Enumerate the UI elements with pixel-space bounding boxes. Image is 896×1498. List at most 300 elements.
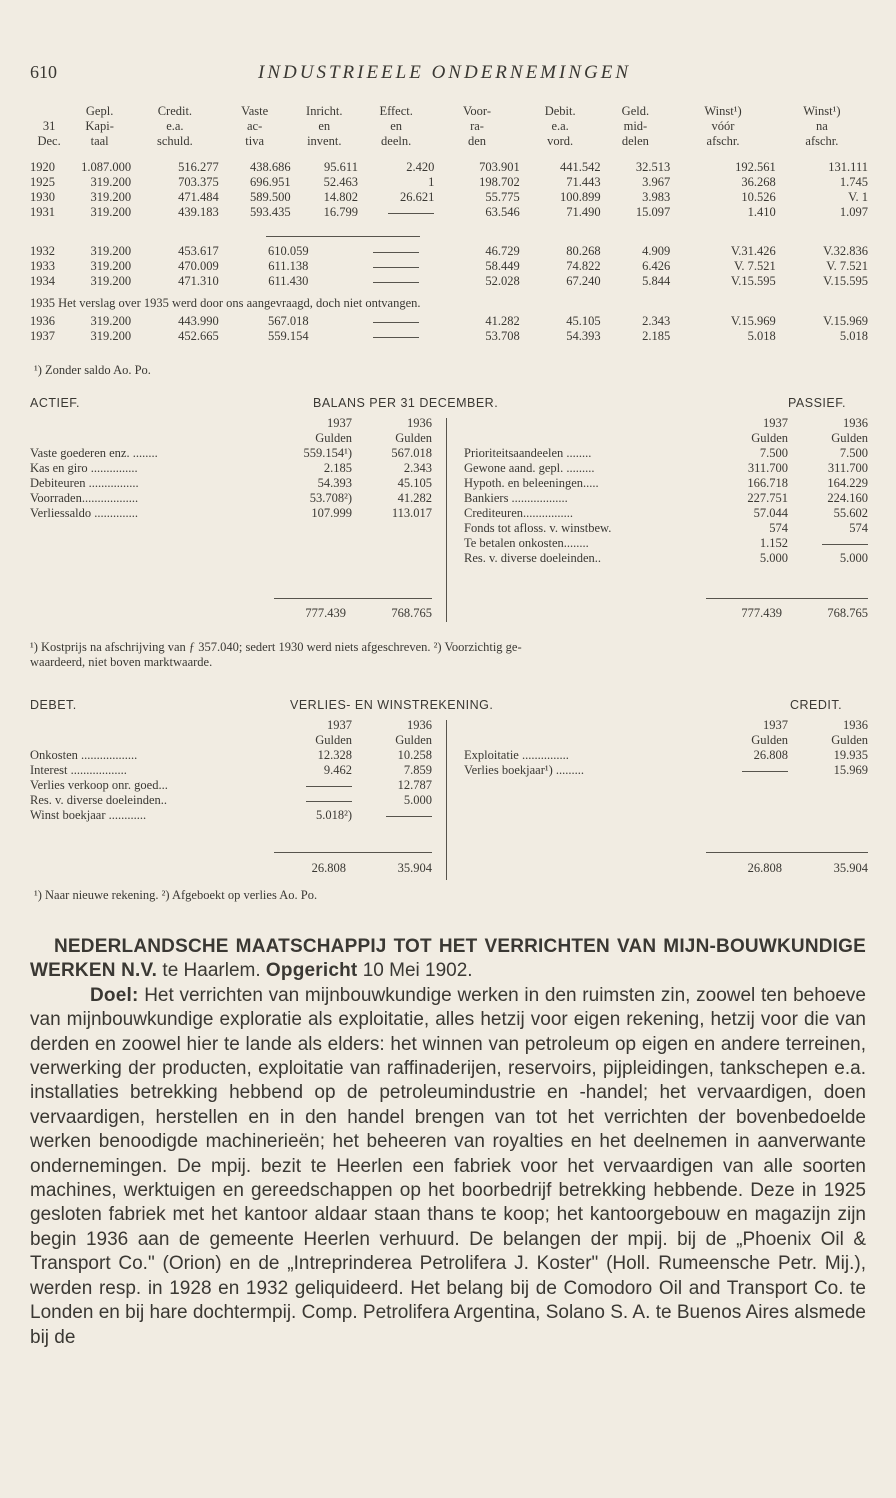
account-row	[464, 536, 868, 551]
account-value-1937: 166.718	[747, 476, 788, 490]
stats-cell: 1932	[30, 244, 55, 258]
stats-header-row	[30, 104, 868, 119]
credit-label: CREDIT.	[790, 698, 843, 712]
stats-col-head: ac-	[247, 119, 263, 133]
account-head-blank	[464, 416, 712, 431]
company-name: NEDERLANDSCHE MAATSCHAPPIJ TOT HET VERRICHTEN VAN MIJN-BOUWKUNDIGE WERKEN N.V.	[30, 936, 866, 982]
account-row	[464, 748, 868, 763]
stats-col-head: 31	[42, 119, 56, 133]
page-header	[30, 62, 880, 88]
stats-col-head: en	[390, 119, 403, 133]
account-header-row	[464, 416, 868, 431]
balans-footnote-1: ¹) Kostprijs na afschrijving van ƒ 357.040; sedert 1930 werd niets afgeschreven. ²) Voorzichtig ge-	[30, 640, 522, 654]
stats-col-head: na	[815, 119, 828, 133]
vw-title: VERLIES- EN WINSTREKENING.	[290, 698, 494, 712]
stats-cell: V.31.426	[730, 244, 776, 258]
stats-cell: 52.463	[323, 175, 358, 189]
stats-cell: 5.018	[747, 329, 776, 343]
account-head-blank	[464, 733, 712, 748]
account-header-row	[30, 718, 432, 733]
stats-col-head: Credit.	[157, 104, 193, 118]
account-value-1936	[352, 808, 432, 823]
account-value-1936: 224.160	[827, 491, 868, 505]
stats-col-head: Gepl.	[85, 104, 114, 118]
stats-col-head: Inricht.	[306, 104, 343, 118]
company-heading	[30, 935, 866, 984]
debet-total-rule	[274, 852, 432, 853]
passief-total-rule	[706, 598, 868, 599]
dash-mark	[386, 816, 432, 817]
account-value-1936	[788, 536, 868, 551]
account-head: Gulden	[315, 733, 352, 747]
account-label: Fonds tot afloss. v. winstbew.	[464, 521, 612, 535]
account-row	[30, 506, 432, 521]
account-value-1937: 53.708²)	[309, 491, 352, 505]
stats-cell: 1933	[30, 259, 55, 273]
account-label: Verliessaldo ..............	[30, 506, 138, 520]
stats-col-head: afschr.	[805, 134, 839, 148]
credit-total-rule	[706, 852, 868, 853]
company-entry	[30, 935, 866, 1350]
account-value-1936: 55.602	[833, 506, 868, 520]
stats-cell: 2.343	[642, 314, 671, 328]
account-header-row	[464, 733, 868, 748]
account-value-1936: 567.018	[391, 446, 432, 460]
account-head: 1937	[763, 718, 788, 732]
stats-cell: 41.282	[485, 314, 520, 328]
account-row	[464, 506, 868, 521]
running-title: INDUSTRIEELE ONDERNEMINGEN	[258, 62, 632, 83]
account-value-1936: 113.017	[391, 506, 432, 520]
stats-cell: V.32.836	[823, 244, 868, 258]
stats-cell: 2.185	[642, 329, 671, 343]
account-head-blank	[464, 431, 712, 446]
stats-cell: 45.105	[566, 314, 601, 328]
stats-cell: 441.542	[559, 160, 601, 174]
account-label: Verlies boekjaar¹) .........	[464, 763, 585, 777]
account-label: Bankiers ..................	[464, 491, 568, 505]
stats-cell: V.15.969	[730, 314, 776, 328]
stats-cell: 567.018	[268, 314, 309, 328]
stats-cell: 71.443	[566, 175, 601, 189]
account-label: Te betalen onkosten........	[464, 536, 589, 550]
account-head-blank	[30, 718, 276, 733]
debet-table	[30, 718, 432, 823]
account-row	[464, 551, 868, 566]
stats-col-head: e.a.	[551, 119, 569, 133]
stats-cell: 319.200	[90, 329, 132, 343]
debet-total-1937: 26.808	[311, 861, 346, 875]
stats-cell: 439.183	[178, 205, 219, 219]
stats-cell: 53.708	[485, 329, 520, 343]
dash-mark	[388, 213, 434, 214]
credit-total-1937: 26.808	[747, 861, 782, 875]
stats-cell: 55.775	[485, 190, 520, 204]
stats-col-head: mid-	[623, 119, 648, 133]
stats-col-head: vord.	[547, 134, 574, 148]
stats-cell: 1936	[30, 314, 55, 328]
doel-text: Het verrichten van mijnbouwkundige werken in den ruimsten zin, zoowel ten behoeve van mijnbouwkundige exploratie als exploitatie, alles hetzij voor eigen rekening, hetzij voor die van derden en zoowel hier te lande als elders: het winnen van petroleum op eigen en andere terreinen, verwerking der producten, exploitatie van raffinaderijen, reservoirs, pijpleidingen, tankschepen e.a. installaties betrekking hebbend op de petroleumindustrie en -handel; het vervaardigen, doen vervaardigen, herstellen en in den handel brengen van tot het verrichten der bovenbedoelde werken benoodigde machinerieën; het beheeren van royalties en het deelnemen in aanverwante ondernemingen. De mpij. bezit te Heerlen een fabriek voor het vervaardigen van alle soorten machines, werktuigen en gereedschappen op het boorbedrijf betrekking hebbende. Deze in 1925 gesloten fabriek met het kantoor aldaar staan thans te koop; het kantoorgebouw en magazijn zijn begin 1936 aan de gemeente Heerlen verhuurd. De belangen der mpij. bij de „Phoenix Oil & Transport Co." (Orion) en de „Intreprinderea Petrolifera J. Koster" (Holl. Rumeensche Petr. Mij.), werden resp. in 1928 en 1932 geliquideerd. Het belang bij de Comodoro Oil and Transport Co. te Londen en bij hare dochtermpij. Comp. Petrolifera Argentina, Solano S. A. te Buenos Aires alsmede bij de	[30, 984, 866, 1348]
account-head: 1936	[407, 416, 432, 430]
stats-col-head: taal	[90, 134, 109, 148]
passief-label: PASSIEF.	[788, 396, 846, 410]
stats-cell: 1.410	[747, 205, 776, 219]
account-value-1937: 559.154¹)	[303, 446, 352, 460]
account-row	[464, 461, 868, 476]
stats-cell: 3.967	[642, 175, 671, 189]
dash-mark	[306, 786, 352, 787]
account-header-row	[464, 431, 868, 446]
stats-cell	[358, 205, 434, 220]
account-value-1937: 9.462	[323, 763, 352, 777]
stats-cell: 15.097	[635, 205, 671, 219]
stats-row	[30, 259, 868, 274]
passief-total-1936: 768.765	[827, 606, 868, 620]
account-head: 1936	[843, 718, 868, 732]
stats-row	[30, 175, 868, 190]
account-label: Voorraden..................	[30, 491, 139, 505]
stats-cell: V.15.595	[730, 274, 776, 288]
stats-header-row	[30, 119, 868, 134]
account-value-1937: 12.328	[317, 748, 352, 762]
stats-col-head: Voor-	[463, 104, 492, 118]
stats-row	[30, 274, 868, 289]
account-label: Interest ..................	[30, 763, 127, 777]
stats-cell: 703.375	[178, 175, 219, 189]
stats-col-head: delen	[621, 134, 649, 148]
debet-total-1936: 35.904	[397, 861, 432, 875]
stats-cell	[358, 259, 434, 274]
company-location: te Haarlem.	[157, 960, 266, 982]
stats-cell: 3.983	[642, 190, 671, 204]
stats-col-head: invent.	[307, 134, 342, 148]
stats-cell: V. 1	[848, 190, 868, 204]
stats-col-head: Kapi-	[85, 119, 114, 133]
stats-cell: 471.310	[178, 274, 219, 288]
stats-cell: 71.490	[566, 205, 601, 219]
stats-col-head: Debit.	[544, 104, 576, 118]
stats-cell: V.15.969	[823, 314, 868, 328]
stats-cell: 63.546	[485, 205, 520, 219]
stats-cell: 1.087.000	[81, 160, 132, 174]
stats-cell: 610.059	[268, 244, 309, 258]
stats-row	[30, 314, 868, 329]
stats-cell: 471.484	[178, 190, 219, 204]
stats-cell: 319.200	[90, 274, 132, 288]
stats-cell: 319.200	[90, 205, 132, 219]
account-head: 1937	[327, 718, 352, 732]
stats-cell: 1931	[30, 205, 55, 219]
stats-col-head	[30, 104, 68, 119]
dash-mark	[373, 282, 419, 283]
dash-mark	[373, 267, 419, 268]
account-value-1936: 574	[849, 521, 868, 535]
account-head: Gulden	[831, 431, 868, 445]
stats-cell: 1934	[30, 274, 55, 288]
stats-cell	[358, 274, 434, 289]
account-head: Gulden	[315, 431, 352, 445]
debet-label: DEBET.	[30, 698, 77, 712]
account-header-row	[464, 718, 868, 733]
page-number: 610	[30, 62, 57, 82]
dash-mark	[373, 252, 419, 253]
stats-cell: 74.822	[566, 259, 601, 273]
stats-cell: 100.899	[559, 190, 601, 204]
stats-cell: 32.513	[635, 160, 671, 174]
account-label: Exploitatie ...............	[464, 748, 569, 762]
stats-cell	[358, 329, 434, 344]
account-row	[30, 446, 432, 461]
account-row	[30, 461, 432, 476]
stats-cell: 192.561	[735, 160, 776, 174]
stats-cell: 453.617	[178, 244, 219, 258]
stats-cell: 4.909	[642, 244, 671, 258]
account-row	[30, 778, 432, 793]
founded-date: 10 Mei 1902.	[357, 960, 473, 982]
stats-col-head: Dec.	[37, 134, 61, 148]
account-value-1936: 19.935	[833, 748, 868, 762]
account-label: Res. v. diverse doeleinden..	[30, 793, 167, 807]
stats-col-head: Geld.	[621, 104, 650, 118]
passief-table	[464, 416, 868, 566]
account-value-1936: 164.229	[827, 476, 868, 490]
account-value-1937: 5.018²)	[315, 808, 352, 822]
stats-cell: 1920	[30, 160, 55, 174]
balans-divider	[446, 418, 447, 622]
account-row	[464, 521, 868, 536]
account-value-1937	[276, 778, 352, 793]
account-value-1936: 45.105	[397, 476, 432, 490]
stats-cell: 319.200	[90, 175, 132, 189]
dash-mark	[742, 771, 788, 772]
stats-cell: 54.393	[566, 329, 601, 343]
account-header-row	[30, 431, 432, 446]
account-head-blank	[30, 431, 276, 446]
account-head: 1936	[843, 416, 868, 430]
account-head: Gulden	[751, 733, 788, 747]
stats-cell: 319.200	[90, 190, 132, 204]
account-label: Verlies verkoop onr. goed...	[30, 778, 168, 792]
stats-header-row	[30, 134, 868, 149]
stats-cell: V. 7.521	[734, 259, 776, 273]
stats-cell: 26.621	[399, 190, 435, 204]
stats-col-head: afschr.	[706, 134, 740, 148]
account-value-1937: 2.185	[323, 461, 352, 475]
stats-cell: 1.097	[839, 205, 868, 219]
stats-cell: 593.435	[249, 205, 291, 219]
account-label: Prioriteitsaandeelen ........	[464, 446, 592, 460]
actief-total-rule	[274, 598, 432, 599]
account-value-1936: 15.969	[833, 763, 868, 777]
dash-mark	[822, 544, 868, 545]
stats-rows-c	[30, 314, 868, 344]
balans-title: BALANS PER 31 DECEMBER.	[313, 396, 499, 410]
stats-cell: 319.200	[90, 259, 132, 273]
stats-col-head: Winst¹)	[803, 104, 841, 118]
stats-row	[30, 329, 868, 344]
stats-col-head: vóór	[711, 119, 735, 133]
stats-cell: 52.028	[485, 274, 520, 288]
stats-col-head: Effect.	[379, 104, 413, 118]
account-label: Vaste goederen enz. ........	[30, 446, 158, 460]
doel-label: Doel:	[90, 984, 139, 1006]
stats-cell: 10.526	[741, 190, 776, 204]
account-head: Gulden	[751, 431, 788, 445]
account-value-1937: 7.500	[759, 446, 788, 460]
stats-rows-b	[30, 244, 868, 289]
credit-total-1936: 35.904	[833, 861, 868, 875]
stats-cell: 5.018	[839, 329, 868, 343]
stats-cell: 6.426	[642, 259, 671, 273]
account-value-1937: 26.808	[753, 748, 788, 762]
account-value-1936: 10.258	[397, 748, 432, 762]
stats-cell: 95.611	[324, 160, 358, 174]
credit-table	[464, 718, 868, 778]
account-value-1937: 1.152	[759, 536, 788, 550]
stats-row	[30, 160, 868, 175]
stats-footnote: ¹) Zonder saldo Ao. Po.	[34, 363, 151, 377]
actief-label: ACTIEF.	[30, 396, 81, 410]
stats-col-head: schuld.	[157, 134, 193, 148]
passief-total-1937: 777.439	[741, 606, 782, 620]
account-head-blank	[464, 718, 712, 733]
account-label: Winst boekjaar ............	[30, 808, 147, 822]
stats-col-head: ra-	[470, 119, 484, 133]
account-value-1937: 57.044	[753, 506, 788, 520]
account-value-1937	[712, 763, 788, 778]
stats-col-head: deeln.	[381, 134, 412, 148]
stats-cell: 611.430	[268, 274, 309, 288]
stats-cell: 5.844	[642, 274, 671, 288]
stats-col-head: Vaste	[241, 104, 269, 118]
stats-cell: 443.990	[178, 314, 219, 328]
stats-col-head: den	[467, 134, 487, 148]
stats-cell	[358, 244, 434, 259]
stats-cell: 131.111	[828, 160, 868, 174]
account-row	[464, 476, 868, 491]
account-label: Res. v. diverse doeleinden..	[464, 551, 601, 565]
account-value-1936: 2.343	[403, 461, 432, 475]
stats-rows-a	[30, 160, 868, 220]
stats-cell: 589.500	[249, 190, 291, 204]
account-value-1937: 227.751	[747, 491, 788, 505]
row-1935: 1935 Het verslag over 1935 werd door ons aangevraagd, doch niet ontvangen.	[30, 296, 421, 310]
actief-total-1936: 768.765	[391, 606, 432, 620]
account-label: Hypoth. en beleeningen.....	[464, 476, 599, 490]
account-label: Crediteuren................	[464, 506, 574, 520]
doel-paragraph	[30, 984, 866, 1350]
brace-rule	[266, 236, 420, 237]
account-value-1937: 311.700	[747, 461, 788, 475]
account-head: Gulden	[395, 431, 432, 445]
stats-cell: 516.277	[178, 160, 219, 174]
stats-cell: 1930	[30, 190, 55, 204]
stats-cell: 611.138	[268, 259, 309, 273]
account-head-blank	[30, 733, 276, 748]
stats-cell: 319.200	[90, 244, 132, 258]
actief-table	[30, 416, 432, 521]
account-row	[30, 763, 432, 778]
stats-col-head: Winst¹)	[704, 104, 742, 118]
account-value-1937: 107.999	[311, 506, 352, 520]
account-value-1936: 7.859	[403, 763, 432, 777]
account-value-1937: 574	[769, 521, 788, 535]
stats-cell	[358, 314, 434, 329]
stats-col-head: tiva	[245, 134, 264, 148]
actief-total-1937: 777.439	[305, 606, 346, 620]
account-head: 1936	[407, 718, 432, 732]
account-head: Gulden	[395, 733, 432, 747]
account-value-1937	[276, 793, 352, 808]
account-row	[30, 491, 432, 506]
account-label: Gewone aand. gepl. .........	[464, 461, 595, 475]
stats-cell: 696.951	[249, 175, 291, 189]
account-head: Gulden	[831, 733, 868, 747]
stats-row	[30, 244, 868, 259]
account-label: Kas en giro ...............	[30, 461, 138, 475]
account-value-1937: 54.393	[317, 476, 352, 490]
account-label: Debiteuren ................	[30, 476, 139, 490]
account-row	[464, 446, 868, 461]
dash-mark	[373, 322, 419, 323]
vw-divider	[446, 720, 447, 880]
stats-cell: V. 7.521	[826, 259, 868, 273]
account-header-row	[30, 733, 432, 748]
stats-cell: 559.154	[268, 329, 309, 343]
balans-footnote-2: waardeerd, niet boven marktwaarde.	[30, 655, 213, 669]
dash-mark	[373, 337, 419, 338]
stats-cell: 1	[428, 175, 435, 189]
stats-cell: 438.686	[249, 160, 291, 174]
stats-cell: 36.268	[741, 175, 776, 189]
account-value-1936: 12.787	[397, 778, 432, 792]
account-row	[30, 748, 432, 763]
account-value-1937: 5.000	[759, 551, 788, 565]
stats-header	[30, 104, 868, 149]
account-label: Onkosten ..................	[30, 748, 138, 762]
stats-cell: 58.449	[485, 259, 520, 273]
account-value-1936: 41.282	[397, 491, 432, 505]
stats-cell: 2.420	[406, 160, 435, 174]
founded-label: Opgericht	[265, 960, 358, 982]
stats-col-head: en	[318, 119, 331, 133]
stats-cell: V.15.595	[823, 274, 868, 288]
account-head: 1937	[327, 416, 352, 430]
stats-col-head: e.a.	[166, 119, 184, 133]
stats-row	[30, 190, 868, 205]
stats-row	[30, 205, 868, 220]
account-header-row	[30, 416, 432, 431]
stats-cell: 46.729	[485, 244, 520, 258]
account-value-1936: 311.700	[827, 461, 868, 475]
dash-mark	[306, 801, 352, 802]
account-row	[30, 793, 432, 808]
account-value-1936: 7.500	[839, 446, 868, 460]
stats-cell: 198.702	[479, 175, 520, 189]
account-row	[464, 491, 868, 506]
stats-cell: 1925	[30, 175, 55, 189]
account-head-blank	[30, 416, 276, 431]
account-row	[464, 763, 868, 778]
stats-cell: 1937	[30, 329, 55, 343]
stats-cell: 703.901	[479, 160, 520, 174]
stats-cell: 452.665	[178, 329, 219, 343]
account-value-1936: 5.000	[403, 793, 432, 807]
stats-cell: 319.200	[90, 314, 132, 328]
stats-cell: 80.268	[566, 244, 601, 258]
stats-cell: 16.799	[323, 205, 358, 219]
stats-cell: 67.240	[566, 274, 601, 288]
